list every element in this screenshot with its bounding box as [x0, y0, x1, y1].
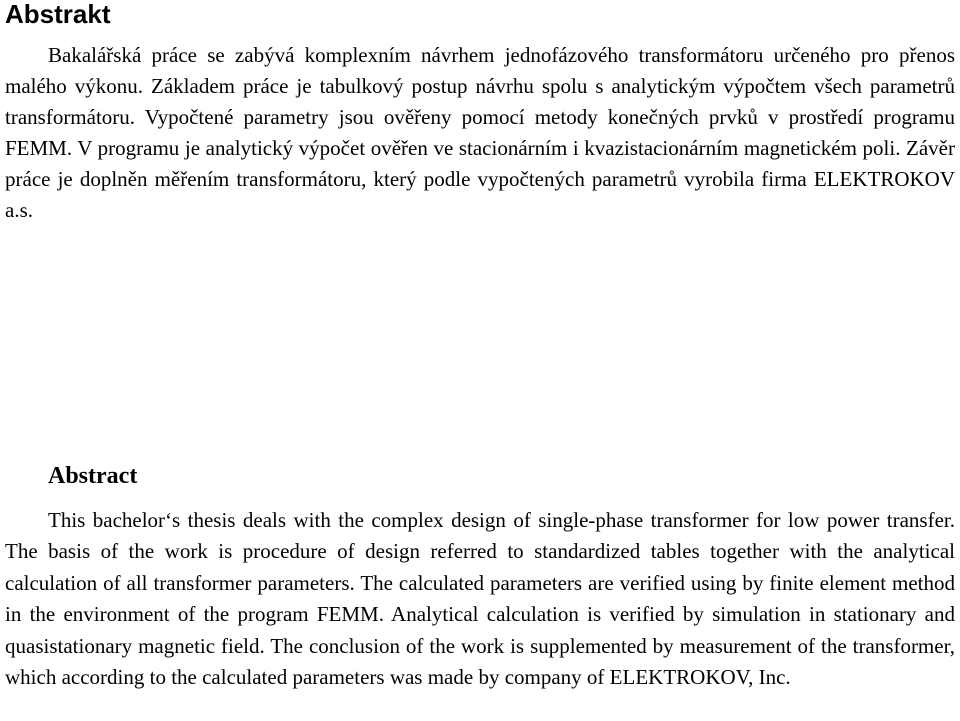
abstract-heading: Abstract	[48, 463, 138, 489]
abstrakt-paragraph: Bakalářská práce se zabývá komplexním návrhem jednofázového transformátoru určeného pro přenos malého výkonu. Základem práce je tabulkový postup návrhu spolu s analytickým výpočtem všech parametrů transformátoru. Vypočtené parametry jsou ověřeny pomocí metody konečných prvků v prostředí programu FEMM. V programu je analytický výpočet ověřen ve stacionárním i kvazistacionárním magnetickém poli. Závěr práce je doplněn měřením transformátoru, který podle vypočtených parametrů vyrobila firma ELEKTROKOV a.s.	[5, 43, 955, 222]
abstrakt-heading: Abstrakt	[5, 0, 111, 29]
abstract-paragraph: This bachelor‘s thesis deals with the complex design of single-phase transformer for low power transfer. The basis of the work is procedure of design referred to standardized tables together with the analytical calculation of all transformer parameters. The calculated parameters are verified using by finite element method in the environment of the program FEMM. Analytical calculation is verified by simulation in stationary and quasistationary magnetic field. The conclusion of the work is supplemented by measurement of the transformer, which according to the calculated parameters was made by company of ELEKTROKOV, Inc.	[5, 508, 955, 690]
